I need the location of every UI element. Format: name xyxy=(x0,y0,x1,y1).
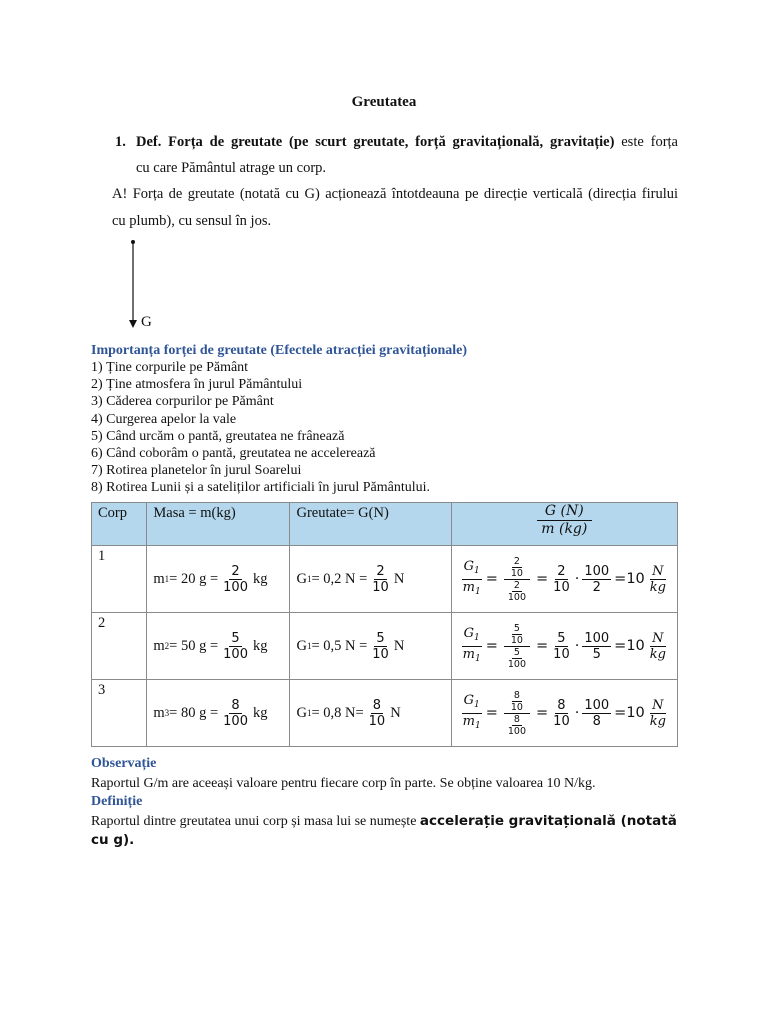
definition-number: 1. xyxy=(115,134,126,150)
m-sub: 1 xyxy=(164,574,170,584)
arrow-label: G xyxy=(141,314,152,330)
g-text: = 0,5 N = xyxy=(311,637,368,654)
table-row xyxy=(92,613,678,680)
ratio-m-sub: 1 xyxy=(474,653,481,664)
ratio-inner-den: 10 xyxy=(510,634,523,646)
cell-corp: 1 xyxy=(92,546,147,613)
g-den: 10 xyxy=(372,646,389,662)
m-den: 100 xyxy=(223,646,248,662)
ratio-a-den: 10 xyxy=(553,713,570,729)
unit-den: kg xyxy=(649,713,666,729)
ratio-result: 10 xyxy=(626,638,645,654)
ratio-b-den: 5 xyxy=(592,646,601,662)
ratio-outer-den: 100 xyxy=(507,591,527,603)
ratio-b-num: 100 xyxy=(584,630,610,646)
header-ratio-g-unit: (N) xyxy=(560,503,584,519)
ratio-a-num: 8 xyxy=(557,697,566,713)
header-ratio-g: G xyxy=(544,503,557,519)
g-unit: N xyxy=(393,570,405,587)
ratio-a-den: 10 xyxy=(553,579,570,595)
m-text: = 50 g = xyxy=(169,637,219,654)
g-symbol: G xyxy=(296,570,307,587)
list-item: 1) Ține corpurile pe Pământ xyxy=(91,360,249,375)
m-num: 5 xyxy=(231,630,240,646)
ratio-result: 10 xyxy=(626,571,645,587)
ratio-inner-num: 5 xyxy=(513,622,520,634)
g-sub: 1 xyxy=(306,574,312,584)
g-num: 8 xyxy=(372,697,382,713)
list-item: 3) Căderea corpurilor pe Pământ xyxy=(91,394,274,410)
g-symbol: G xyxy=(296,704,307,721)
ratio-g-sub: 1 xyxy=(474,632,480,643)
unit-den: kg xyxy=(649,646,666,662)
unit-num: N xyxy=(652,697,664,713)
definition2-bold: accelerație gravitațională (notată cu g). xyxy=(91,813,677,848)
ratio-inner-den: 10 xyxy=(510,567,523,579)
table-row xyxy=(92,546,678,613)
gravity-arrow-icon xyxy=(126,238,140,330)
unit-den: kg xyxy=(649,579,666,595)
unit-num: N xyxy=(652,563,664,579)
g-sub: 1 xyxy=(306,641,312,651)
m-symbol: m xyxy=(153,637,165,654)
g-sub: 1 xyxy=(306,708,312,718)
header-greutate: Greutate= G(N) xyxy=(290,503,451,546)
ratio-outer-num: 5 xyxy=(513,646,520,658)
note-line-2: cu plumb), cu sensul în jos. xyxy=(112,213,272,229)
table-header-row xyxy=(92,503,678,546)
g-symbol: G xyxy=(296,637,307,654)
header-corp: Corp xyxy=(92,503,147,546)
m-text: = 20 g = xyxy=(169,570,219,587)
m-num: 2 xyxy=(231,563,240,579)
ratio-m-sub: 1 xyxy=(474,586,481,597)
m-sub: 2 xyxy=(164,641,170,651)
cell-corp: 3 xyxy=(92,680,147,747)
ratio-a-num: 2 xyxy=(557,563,566,579)
cell-greutate xyxy=(290,546,451,613)
ratio-outer-num: 2 xyxy=(513,579,520,591)
definition2-heading: Definiție xyxy=(91,794,143,809)
table-row xyxy=(92,680,678,747)
observation-text: Raportul G/m are aceeași valoare pentru fiecare corp în parte. Se obține valoarea 10 N/kg. xyxy=(91,776,596,791)
ratio-m: m xyxy=(462,579,475,595)
definition-rest: este forța xyxy=(621,134,678,150)
m-unit: kg xyxy=(252,637,268,654)
ratio-outer-num: 8 xyxy=(513,713,520,725)
m-den: 100 xyxy=(223,579,248,595)
m-num: 8 xyxy=(231,697,240,713)
ratio-b-num: 100 xyxy=(584,563,610,579)
ratio-m: m xyxy=(462,646,475,662)
cell-masa xyxy=(147,613,290,680)
g-den: 10 xyxy=(372,579,389,595)
ratio-g-sub: 1 xyxy=(474,565,480,576)
ratio-inner-num: 2 xyxy=(513,555,520,567)
definition-line-1 xyxy=(136,128,678,156)
m-text: = 80 g = xyxy=(169,704,219,721)
ratio-outer-den: 100 xyxy=(507,725,527,737)
list-item: 4) Curgerea apelor la vale xyxy=(91,411,237,427)
g-num: 2 xyxy=(376,563,385,579)
cell-corp: 2 xyxy=(92,613,147,680)
m-unit: kg xyxy=(252,570,268,587)
ratio-result: 10 xyxy=(626,705,645,721)
list-item: 2) Ține atmosfera în jurul Pământului xyxy=(91,377,303,393)
list-item: 8) Rotirea Lunii și a sateliților artificiali în jurul Pământului. xyxy=(91,480,431,496)
data-table xyxy=(91,502,678,747)
m-sub: 3 xyxy=(164,708,170,718)
cell-greutate xyxy=(290,680,451,747)
cell-ratio: $\frac{G_1}{m_1}$ = $\frac{\frac{2}{10}}{\frac{2}{100}}$ = $\frac{2}{10}$ · $\frac{100}{2}$ = 10 $\frac{N}{kg}$ xyxy=(451,546,677,613)
g-unit: N xyxy=(390,704,401,721)
ratio-b-den: 8 xyxy=(592,713,601,729)
unit-num: N xyxy=(652,630,664,646)
observation-heading: Observație xyxy=(91,756,157,771)
m-unit: kg xyxy=(252,704,268,721)
g-text: = 0,2 N = xyxy=(311,570,368,587)
cell-greutate xyxy=(290,613,451,680)
g-den: 10 xyxy=(368,713,386,729)
ratio-inner-num: 8 xyxy=(513,689,520,701)
g-num: 5 xyxy=(376,630,385,646)
ratio-g-sub: 1 xyxy=(474,699,480,710)
page-title: Greutatea xyxy=(351,94,417,110)
ratio-outer-den: 100 xyxy=(507,658,527,670)
ratio-a-num: 5 xyxy=(557,630,566,646)
definition-bold: Def. Forța de greutate (pe scurt greutate, forță gravitațională, gravitație) xyxy=(136,134,615,150)
ratio-m-sub: 1 xyxy=(474,720,481,731)
ratio-inner-den: 10 xyxy=(510,701,523,713)
definition-line-2: cu care Pământul atrage un corp. xyxy=(136,160,327,176)
ratio-g: G xyxy=(463,692,475,708)
g-unit: N xyxy=(393,637,405,654)
ratio-m: m xyxy=(462,713,475,729)
importance-heading: Importanța forței de greutate (Efectele atracției gravitaționale) xyxy=(91,343,468,358)
m-symbol: m xyxy=(153,570,165,587)
m-den: 100 xyxy=(223,713,248,729)
ratio-g: G xyxy=(463,625,475,641)
ratio-b-den: 2 xyxy=(592,579,601,595)
cell-ratio: $\frac{G_1}{m_1}$ = $\frac{\frac{5}{10}}{\frac{5}{100}}$ = $\frac{5}{10}$ · $\frac{100}{5}$ = 10 $\frac{N}{kg}$ xyxy=(451,613,677,680)
list-item: 6) Când coborâm o pantă, greutatea ne accelerează xyxy=(91,446,376,462)
definition2-normal: Raportul dintre greutatea unui corp și masa lui se numește xyxy=(91,814,420,829)
header-ratio-m: m (kg) xyxy=(541,521,588,537)
ratio-g: G xyxy=(463,558,475,574)
m-symbol: m xyxy=(153,704,165,721)
definition2-text xyxy=(91,812,679,850)
cell-ratio: $\frac{G_1}{m_1}$ = $\frac{\frac{8}{10}}{\frac{8}{100}}$ = $\frac{8}{10}$ · $\frac{100}{8}$ = 10 $\frac{N}{kg}$ xyxy=(451,680,677,747)
cell-masa xyxy=(147,546,290,613)
importance-list xyxy=(91,359,430,497)
g-text: = 0,8 N= xyxy=(311,704,364,721)
ratio-b-num: 100 xyxy=(584,697,610,713)
header-masa: Masa = m(kg) xyxy=(147,503,290,546)
header-ratio xyxy=(451,503,677,546)
ratio-a-den: 10 xyxy=(553,646,570,662)
list-item: 5) Când urcăm o pantă, greutatea ne frânează xyxy=(91,428,345,444)
list-item: 7) Rotirea planetelor în jurul Soarelui xyxy=(91,463,302,479)
cell-masa xyxy=(147,680,290,747)
note-line-1: A! Forța de greutate (notată cu G) acționează întotdeauna pe direcție verticală (direcția firului xyxy=(112,186,678,202)
